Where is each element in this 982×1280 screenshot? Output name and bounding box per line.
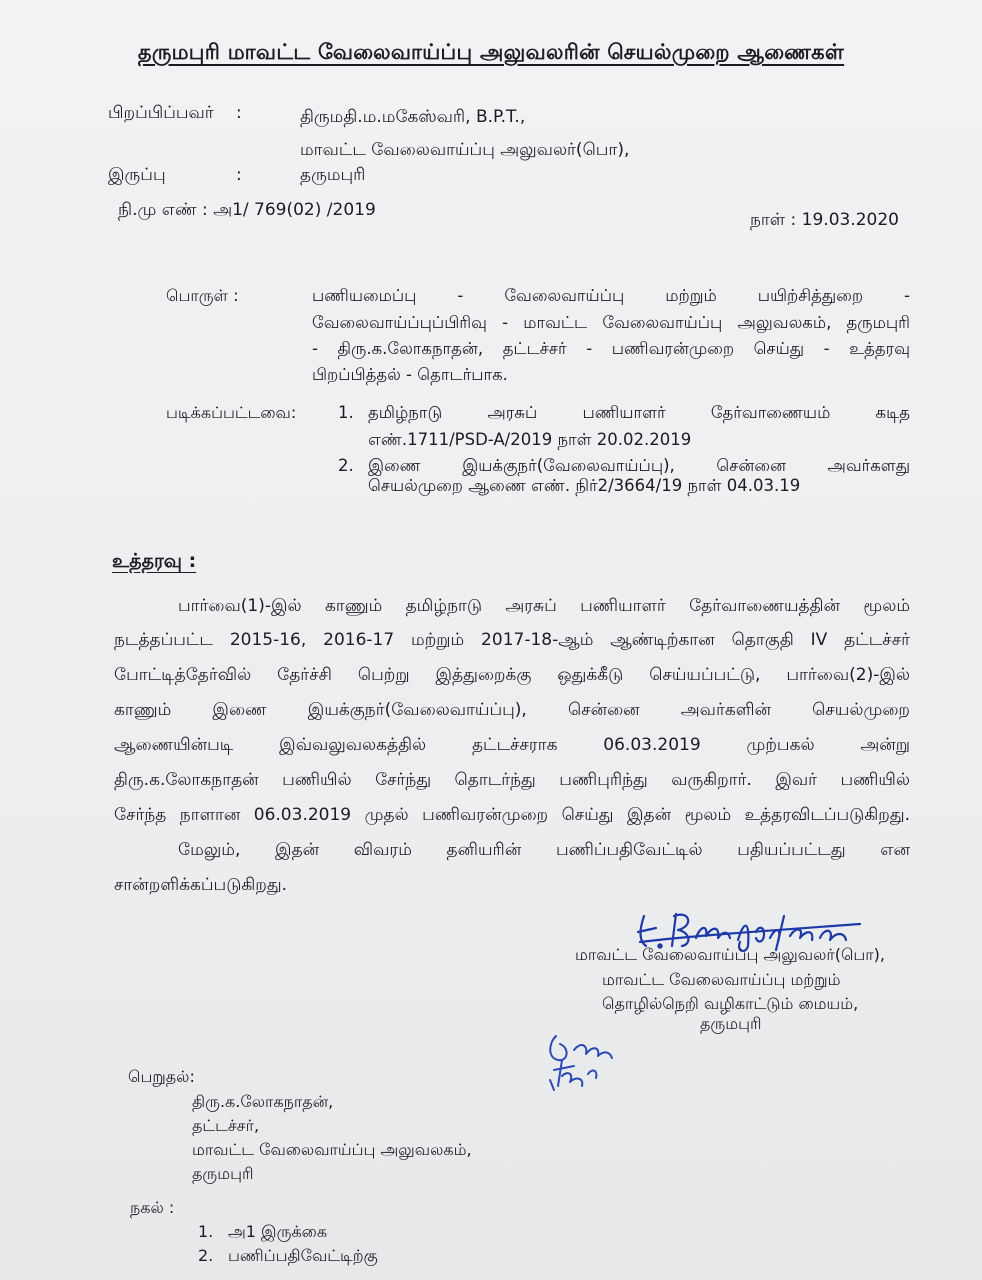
document-date: நாள் : 19.03.2020 (750, 210, 899, 230)
reference-1-number: 1. (338, 403, 354, 422)
issuer-label: பிறப்பிப்பவர் (108, 103, 214, 123)
reference-2-line2: செயல்முறை ஆணை எண். நிர்2/3664/19 நாள் 04.03.19 (368, 476, 801, 495)
issuer-designation: மாவட்ட வேலைவாய்ப்பு அலுவலர்(பொ), (300, 140, 630, 160)
location-colon: : (236, 165, 242, 185)
reference-1-line2: எண்.1711/PSD-A/2019 நாள் 20.02.2019 (368, 430, 692, 449)
order-heading: உத்தரவு : (112, 550, 197, 572)
copy-item-number: 1. (198, 1222, 214, 1241)
recipient-label: பெறுதல்: (128, 1067, 195, 1086)
order-line: காணும் இணை இயக்குநர்(வேலைவாய்ப்பு), சென்னை அவர்களின் செயல்முறை (114, 700, 910, 720)
order-line: மேலும், இதன் விவரம் தனியரின் பணிப்பதிவேட்டில் பதியப்பட்டது என (178, 840, 910, 860)
copy-item-number: 2. (198, 1246, 214, 1265)
order-line: ஆணையின்படி இவ்வலுவலகத்தில் தட்டச்சராக 06.03.2019 முற்பகல் அன்று (114, 735, 910, 755)
subject-line: வேலைவாய்ப்புப்பிரிவு - மாவட்ட வேலைவாய்ப்பு அலுவலகம், தருமபுரி (312, 313, 910, 332)
subject-line: பணியமைப்பு - வேலைவாய்ப்பு மற்றும் பயிற்சித்துறை - (312, 286, 910, 305)
reference-2-number: 2. (338, 456, 354, 475)
recipient-initials (540, 1030, 620, 1094)
location-value: தருமபுரி (300, 165, 366, 185)
recipient-line: மாவட்ட வேலைவாய்ப்பு அலுவலகம், (192, 1140, 472, 1159)
reference-number: நி.மு எண் : அ1/ 769(02) /2019 (118, 200, 376, 220)
references-label: படிக்கப்பட்டவை: (166, 403, 297, 422)
recipient-line: தருமபுரி (192, 1164, 254, 1183)
document-title: தருமபுரி மாவட்ட வேலைவாய்ப்பு அலுவலரின் செயல்முறை ஆணைகள் (137, 40, 845, 64)
recipient-line: தட்டச்சர், (192, 1116, 260, 1135)
signatory-line: தருமபுரி (700, 1014, 762, 1033)
copy-label: நகல் : (130, 1198, 175, 1217)
subject-line: - திரு.க.லோகநாதன், தட்டச்சர் - பணிவரன்முறை செய்து - உத்தரவு (312, 339, 910, 358)
location-label: இருப்பு (108, 165, 166, 185)
order-line: சான்றளிக்கப்படுகிறது. (114, 875, 288, 895)
signatory-line: தொழில்நெறி வழிகாட்டும் மையம், (602, 994, 859, 1013)
copy-item-text: பணிப்பதிவேட்டிற்கு (228, 1246, 378, 1265)
subject-label: பொருள் : (166, 286, 239, 305)
order-line: போட்டித்தேர்வில் தேர்ச்சி பெற்று இத்துறைக்கு ஒதுக்கீடு செய்யப்பட்டு, பார்வை(2)-இல் (114, 665, 910, 685)
order-line: நடத்தப்பட்ட 2015-16, 2016-17 மற்றும் 2017-18-ஆம் ஆண்டிற்கான தொகுதி IV தட்டச்சர் (114, 630, 910, 650)
issuer-colon: : (236, 103, 242, 123)
subject-line: பிறப்பித்தல் - தொடர்பாக. (312, 365, 508, 384)
reference-1-line1: தமிழ்நாடு அரசுப் பணியாளர் தேர்வாணையம் கடித (368, 403, 910, 422)
recipient-line: திரு.க.லோகநாதன், (192, 1092, 334, 1111)
copy-item-text: அ1 இருக்கை (228, 1222, 328, 1241)
issuer-name: திருமதி.ம.மகேஸ்வரி, B.P.T., (300, 107, 526, 127)
order-line: சேர்ந்த நாளான 06.03.2019 முதல் பணிவரன்முறை செய்து இதன் மூலம் உத்தரவிடப்படுகிறது. (114, 805, 910, 825)
signatory-line: மாவட்ட வேலைவாய்ப்பு அலுவலர்(பொ), (575, 945, 885, 964)
order-line: பார்வை(1)-இல் காணும் தமிழ்நாடு அரசுப் பணியாளர் தேர்வாணையத்தின் மூலம் (178, 596, 910, 616)
order-line: திரு.க.லோகநாதன் பணியில் சேர்ந்து தொடர்ந்து பணிபுரிந்து வருகிறார். இவர் பணியில் (114, 770, 910, 790)
signatory-line: மாவட்ட வேலைவாய்ப்பு மற்றும் (602, 970, 841, 989)
reference-2-line1: இணை இயக்குநர்(வேலைவாய்ப்பு), சென்னை அவர்களது (368, 456, 910, 475)
